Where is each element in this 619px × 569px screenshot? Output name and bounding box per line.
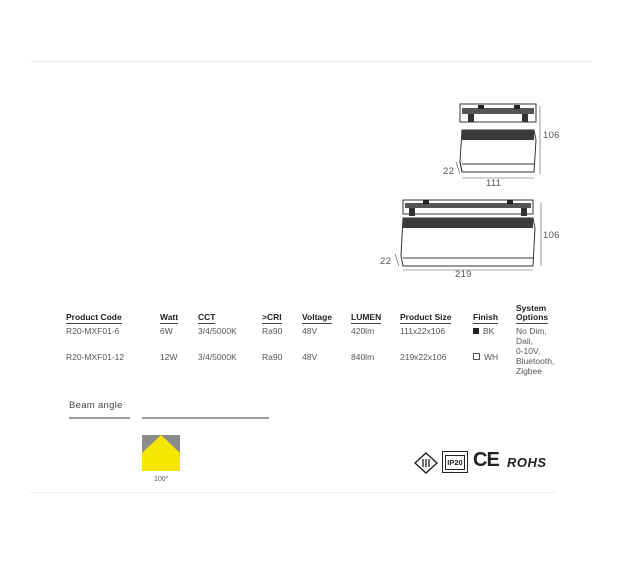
- beam-title-underline: [69, 417, 130, 419]
- beam-section-rule: [142, 417, 269, 419]
- system-option: Zigbee: [516, 366, 542, 376]
- finish-label: WH: [484, 352, 499, 362]
- white-swatch-icon: [473, 353, 480, 360]
- table-row: [66, 350, 560, 376]
- beam-angle-icon: [142, 435, 180, 471]
- cell-finish: [473, 324, 516, 350]
- cell-cct: 3/4/5000K: [198, 326, 237, 336]
- class-iii-icon: [414, 452, 438, 474]
- product-drawing-small: [448, 100, 548, 182]
- cell-code: R20-MXF01-6: [66, 326, 120, 336]
- cell-cct: 3/4/5000K: [198, 352, 237, 362]
- cell-cri: Ra90: [262, 352, 283, 362]
- small-length-dimension: 111: [486, 178, 502, 189]
- cell-lumen: 420lm: [351, 326, 375, 336]
- system-option: Bluetooth,: [516, 356, 555, 366]
- header-system-options: System Options: [516, 303, 549, 322]
- header-cct: CCT: [198, 312, 216, 322]
- top-divider: [30, 61, 592, 62]
- small-height-dimension: 106: [543, 130, 560, 141]
- system-option: No Dim,: [516, 326, 547, 336]
- rohs-mark: ROHS: [507, 455, 547, 470]
- large-depth-dimension: 22: [380, 256, 392, 267]
- large-height-dimension: 106: [543, 230, 560, 241]
- cell-code: R20-MXF01-12: [66, 352, 125, 362]
- cell-lumen: 840lm: [351, 352, 375, 362]
- header-voltage: Voltage: [302, 312, 333, 322]
- cell-size: 219x22x106: [400, 352, 447, 362]
- spec-table: [66, 304, 560, 376]
- black-swatch-icon: [473, 328, 479, 334]
- cell-finish: [473, 350, 516, 376]
- table-row: [66, 324, 560, 350]
- cell-size: 111x22x106: [400, 326, 446, 336]
- header-watt: Watt: [160, 312, 179, 322]
- ip-rating-label: IP20: [445, 455, 464, 470]
- header-cri: >CRI: [262, 312, 282, 322]
- header-product-size: Product Size: [400, 312, 452, 322]
- cell-cri: Ra90: [262, 326, 283, 336]
- header-product-code: Product Code: [66, 312, 122, 322]
- cell-voltage: 48V: [302, 352, 318, 362]
- product-drawing-large: [393, 196, 545, 272]
- cell-watt: 6W: [160, 326, 173, 336]
- cell-watt: 12W: [160, 352, 178, 362]
- spec-table-header: [66, 304, 560, 324]
- ip-rating-badge: [442, 451, 468, 473]
- small-depth-dimension: 22: [443, 166, 455, 177]
- cell-voltage: 48V: [302, 326, 318, 336]
- ce-mark-icon: CE: [473, 449, 499, 471]
- large-length-dimension: 219: [455, 269, 472, 280]
- cell-system-options: [516, 324, 560, 376]
- header-lumen: LUMEN: [351, 312, 382, 322]
- finish-label: BK: [483, 326, 495, 336]
- beam-angle-value: 100°: [154, 476, 169, 483]
- bottom-divider: [30, 492, 555, 493]
- system-option: 0-10V,: [516, 346, 541, 356]
- header-finish: Finish: [473, 312, 499, 322]
- system-option: Dali,: [516, 336, 534, 346]
- beam-angle-title: Beam angle: [69, 400, 123, 411]
